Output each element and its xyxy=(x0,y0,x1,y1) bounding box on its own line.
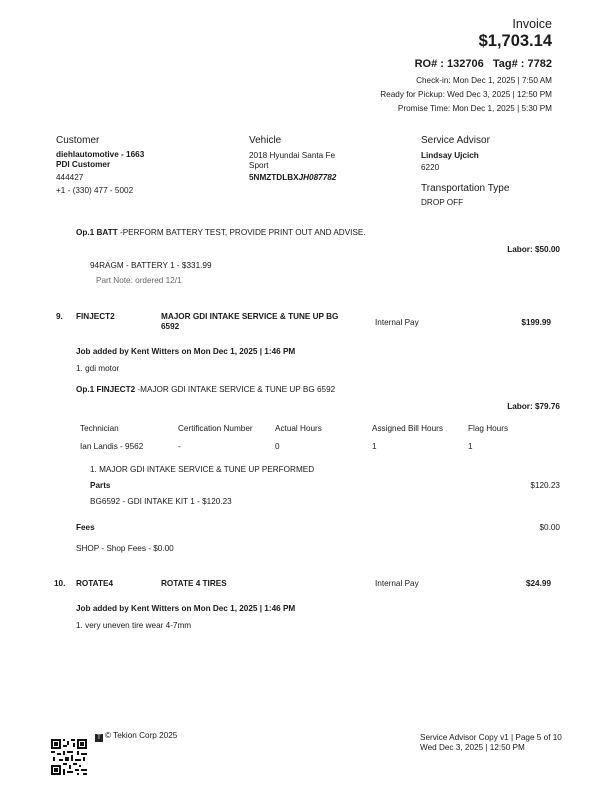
battery-op-description: -PERFORM BATTERY TEST, PROVIDE PRINT OUT AND ADVISE. xyxy=(117,228,366,237)
footer-copy-info: Service Advisor Copy v1 | Page 5 of 10 xyxy=(420,733,562,742)
qr-code xyxy=(51,739,87,775)
job-9-labor: Labor: $79.76 xyxy=(507,402,560,411)
job-10-added-by: Job added by Kent Witters on Mon Dec 1, 2025 | 1:46 PM xyxy=(76,604,296,613)
job-9-pay-type: Internal Pay xyxy=(375,318,419,327)
job-9-parts-amount: $120.23 xyxy=(530,481,560,490)
tech-col-technician: Technician xyxy=(80,424,119,433)
tech-col-actual-hours: Actual Hours xyxy=(275,424,322,433)
battery-op-code: Op.1 BATT xyxy=(76,228,118,237)
vehicle-trim: Sport xyxy=(249,161,269,170)
job-9-amount: $199.99 xyxy=(521,318,551,327)
tag-number: Tag# : 7782 xyxy=(492,58,552,70)
customer-number: 444427 xyxy=(56,173,84,182)
job-9-fees-title: Fees xyxy=(76,523,95,532)
advisor-name: Lindsay Ujcich xyxy=(421,151,479,160)
job-9-operation xyxy=(76,385,335,394)
copyright-text: © Tekion Corp 2025 xyxy=(105,731,178,740)
tech-flag-hours: 1 xyxy=(468,442,473,451)
tech-certification: - xyxy=(178,442,181,451)
job-9-fee: SHOP - Shop Fees - $0.00 xyxy=(76,544,174,553)
battery-operation xyxy=(76,228,366,237)
ro-number: RO# : 132706 xyxy=(414,58,484,70)
job-9-title-line1: MAJOR GDI INTAKE SERVICE & TUNE UP BG xyxy=(161,312,339,321)
battery-part-note: Part Note: ordered 12/1 xyxy=(96,276,182,285)
invoice-total: $1,703.14 xyxy=(478,32,552,50)
job-9-code: FINJECT2 xyxy=(76,312,115,321)
advisor-id: 6220 xyxy=(421,163,440,172)
tech-assigned-hours: 1 xyxy=(372,442,377,451)
customer-section-title: Customer xyxy=(56,135,100,146)
job-10-title: ROTATE 4 TIRES xyxy=(161,579,227,588)
job-9-concern: 1. gdi motor xyxy=(76,364,120,373)
vin-prefix: 5NMZTDLBX xyxy=(249,173,299,182)
job-10-pay-type: Internal Pay xyxy=(375,579,419,588)
tech-col-flag-hours: Flag Hours xyxy=(468,424,509,433)
job-10-amount: $24.99 xyxy=(525,579,551,588)
document-type-label: Invoice xyxy=(512,17,552,31)
job-9-op-description: -MAJOR GDI INTAKE SERVICE & TUNE UP BG 6592 xyxy=(135,385,336,394)
promise-time: Promise Time: Mon Dec 1, 2025 | 5:30 PM xyxy=(397,104,552,113)
job-9-number: 9. xyxy=(56,312,63,321)
battery-labor: Labor: $50.00 xyxy=(507,245,560,254)
tech-col-assigned-hours: Assigned Bill Hours xyxy=(372,424,443,433)
job-9-part: BG6592 - GDI INTAKE KIT 1 - $120.23 xyxy=(90,497,232,506)
checkin-time: Check-in: Mon Dec 1, 2025 | 7:50 AM xyxy=(416,76,552,85)
ro-tag-line xyxy=(415,58,552,70)
footer-printed-time: Wed Dec 3, 2025 | 12:50 PM xyxy=(420,743,525,752)
transport-section-title: Transportation Type xyxy=(421,183,510,194)
job-10-code: ROTATE4 xyxy=(76,579,113,588)
job-9-story: 1. MAJOR GDI INTAKE SERVICE & TUNE UP PERFORMED xyxy=(90,465,315,474)
job-10-number: 10. xyxy=(54,579,66,588)
battery-part: 94RAGM - BATTERY 1 - $331.99 xyxy=(90,261,212,270)
job-10-concern: 1. very uneven tire wear 4-7mm xyxy=(76,621,192,630)
transport-type: DROP OFF xyxy=(421,198,464,207)
vin-suffix: JH087782 xyxy=(298,173,337,182)
customer-type: PDI Customer xyxy=(56,160,111,169)
tech-col-certification: Certification Number xyxy=(178,424,253,433)
vehicle-section-title: Vehicle xyxy=(249,135,282,146)
job-9-fees-amount: $0.00 xyxy=(539,523,560,532)
tekion-copyright xyxy=(95,731,177,742)
job-9-op-code: Op.1 FINJECT2 xyxy=(76,385,136,394)
customer-name: diehlautomotive - 1663 xyxy=(56,150,145,159)
job-9-title-line2: 6592 xyxy=(161,322,180,331)
vehicle-vin xyxy=(249,173,336,182)
job-9-parts-title: Parts xyxy=(90,481,111,490)
tech-actual-hours: 0 xyxy=(275,442,280,451)
customer-phone: +1 - (330) 477 - 5002 xyxy=(56,186,134,195)
advisor-section-title: Service Advisor xyxy=(421,135,490,146)
tekion-logo-icon: T xyxy=(95,734,103,742)
ready-for-pickup-time: Ready for Pickup: Wed Dec 3, 2025 | 12:50 PM xyxy=(380,90,552,99)
vehicle-model: 2018 Hyundai Santa Fe xyxy=(249,151,336,160)
tech-technician: Ian Landis - 9562 xyxy=(80,442,144,451)
job-9-added-by: Job added by Kent Witters on Mon Dec 1, 2025 | 1:46 PM xyxy=(76,347,296,356)
